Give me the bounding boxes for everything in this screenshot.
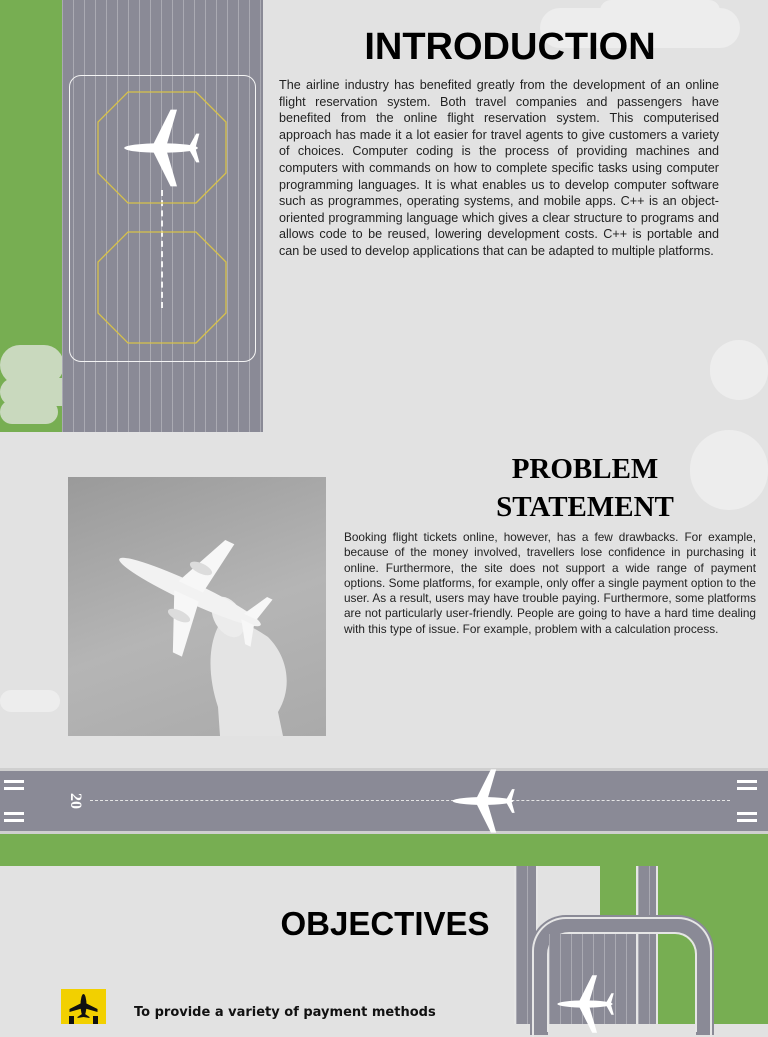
cloud-decoration [0,400,58,424]
threshold-marking [4,780,24,783]
airplane-icon [546,974,624,1034]
threshold-marking [4,812,24,815]
airport-icon [61,989,106,1024]
hand-holding-plane-photo [68,477,326,736]
runway-centerline [90,800,730,801]
threshold-marking [737,780,757,783]
airplane-icon [116,108,206,188]
problem-text: Booking flight tickets online, however, has a few drawbacks. For example, because of the money involved, travellers lose confidence in purchasing it online. Furthermore, the site does not support a wide range of payment options. Some platforms, for example, only offer a single payment option to the user. As a result, users may have trouble paying. Furthermore, some platforms are not particularly user-friendly. People are going to have a hard time dealing with this type of issue. For example, problem with a calculation process. [344,530,756,636]
airplane-icon [443,768,523,834]
problem-title-line2: STATEMENT [496,491,674,523]
green-band [0,834,768,866]
cloud-decoration [600,0,720,22]
runway-number: 20 [67,793,84,809]
problem-title-line1: PROBLEM [511,453,659,485]
cloud-decoration [710,340,768,400]
parking-octagon-bottom [96,230,228,345]
objectives-title: OBJECTIVES [280,905,490,942]
cloud-decoration [0,690,60,712]
cloud-decoration [690,430,768,510]
objective-item: To provide a variety of payment methods [134,1005,436,1020]
runway-horizontal [0,768,768,834]
introduction-title: INTRODUCTION [364,26,656,68]
threshold-marking [737,812,757,815]
introduction-text: The airline industry has benefited greatly from the development of an online flight reservation system. Both travel companies and passengers have benefited from the online flight reservation system. This computerised approach has made it a lot easier for travel agents to give customers a variety of choices. Computer coding is the process of providing machines and computers with commands on how to complete specific tasks using computer programming languages. It is what enables us to develop computer software such as programmes, operating systems, and mobile apps. C++ is an object-oriented programming language which gives a clear structure to programs and allows code to be reused, lowering development costs. C++ is portable and can be used to develop applications that can be adapted to multiple platforms. [279,78,719,258]
